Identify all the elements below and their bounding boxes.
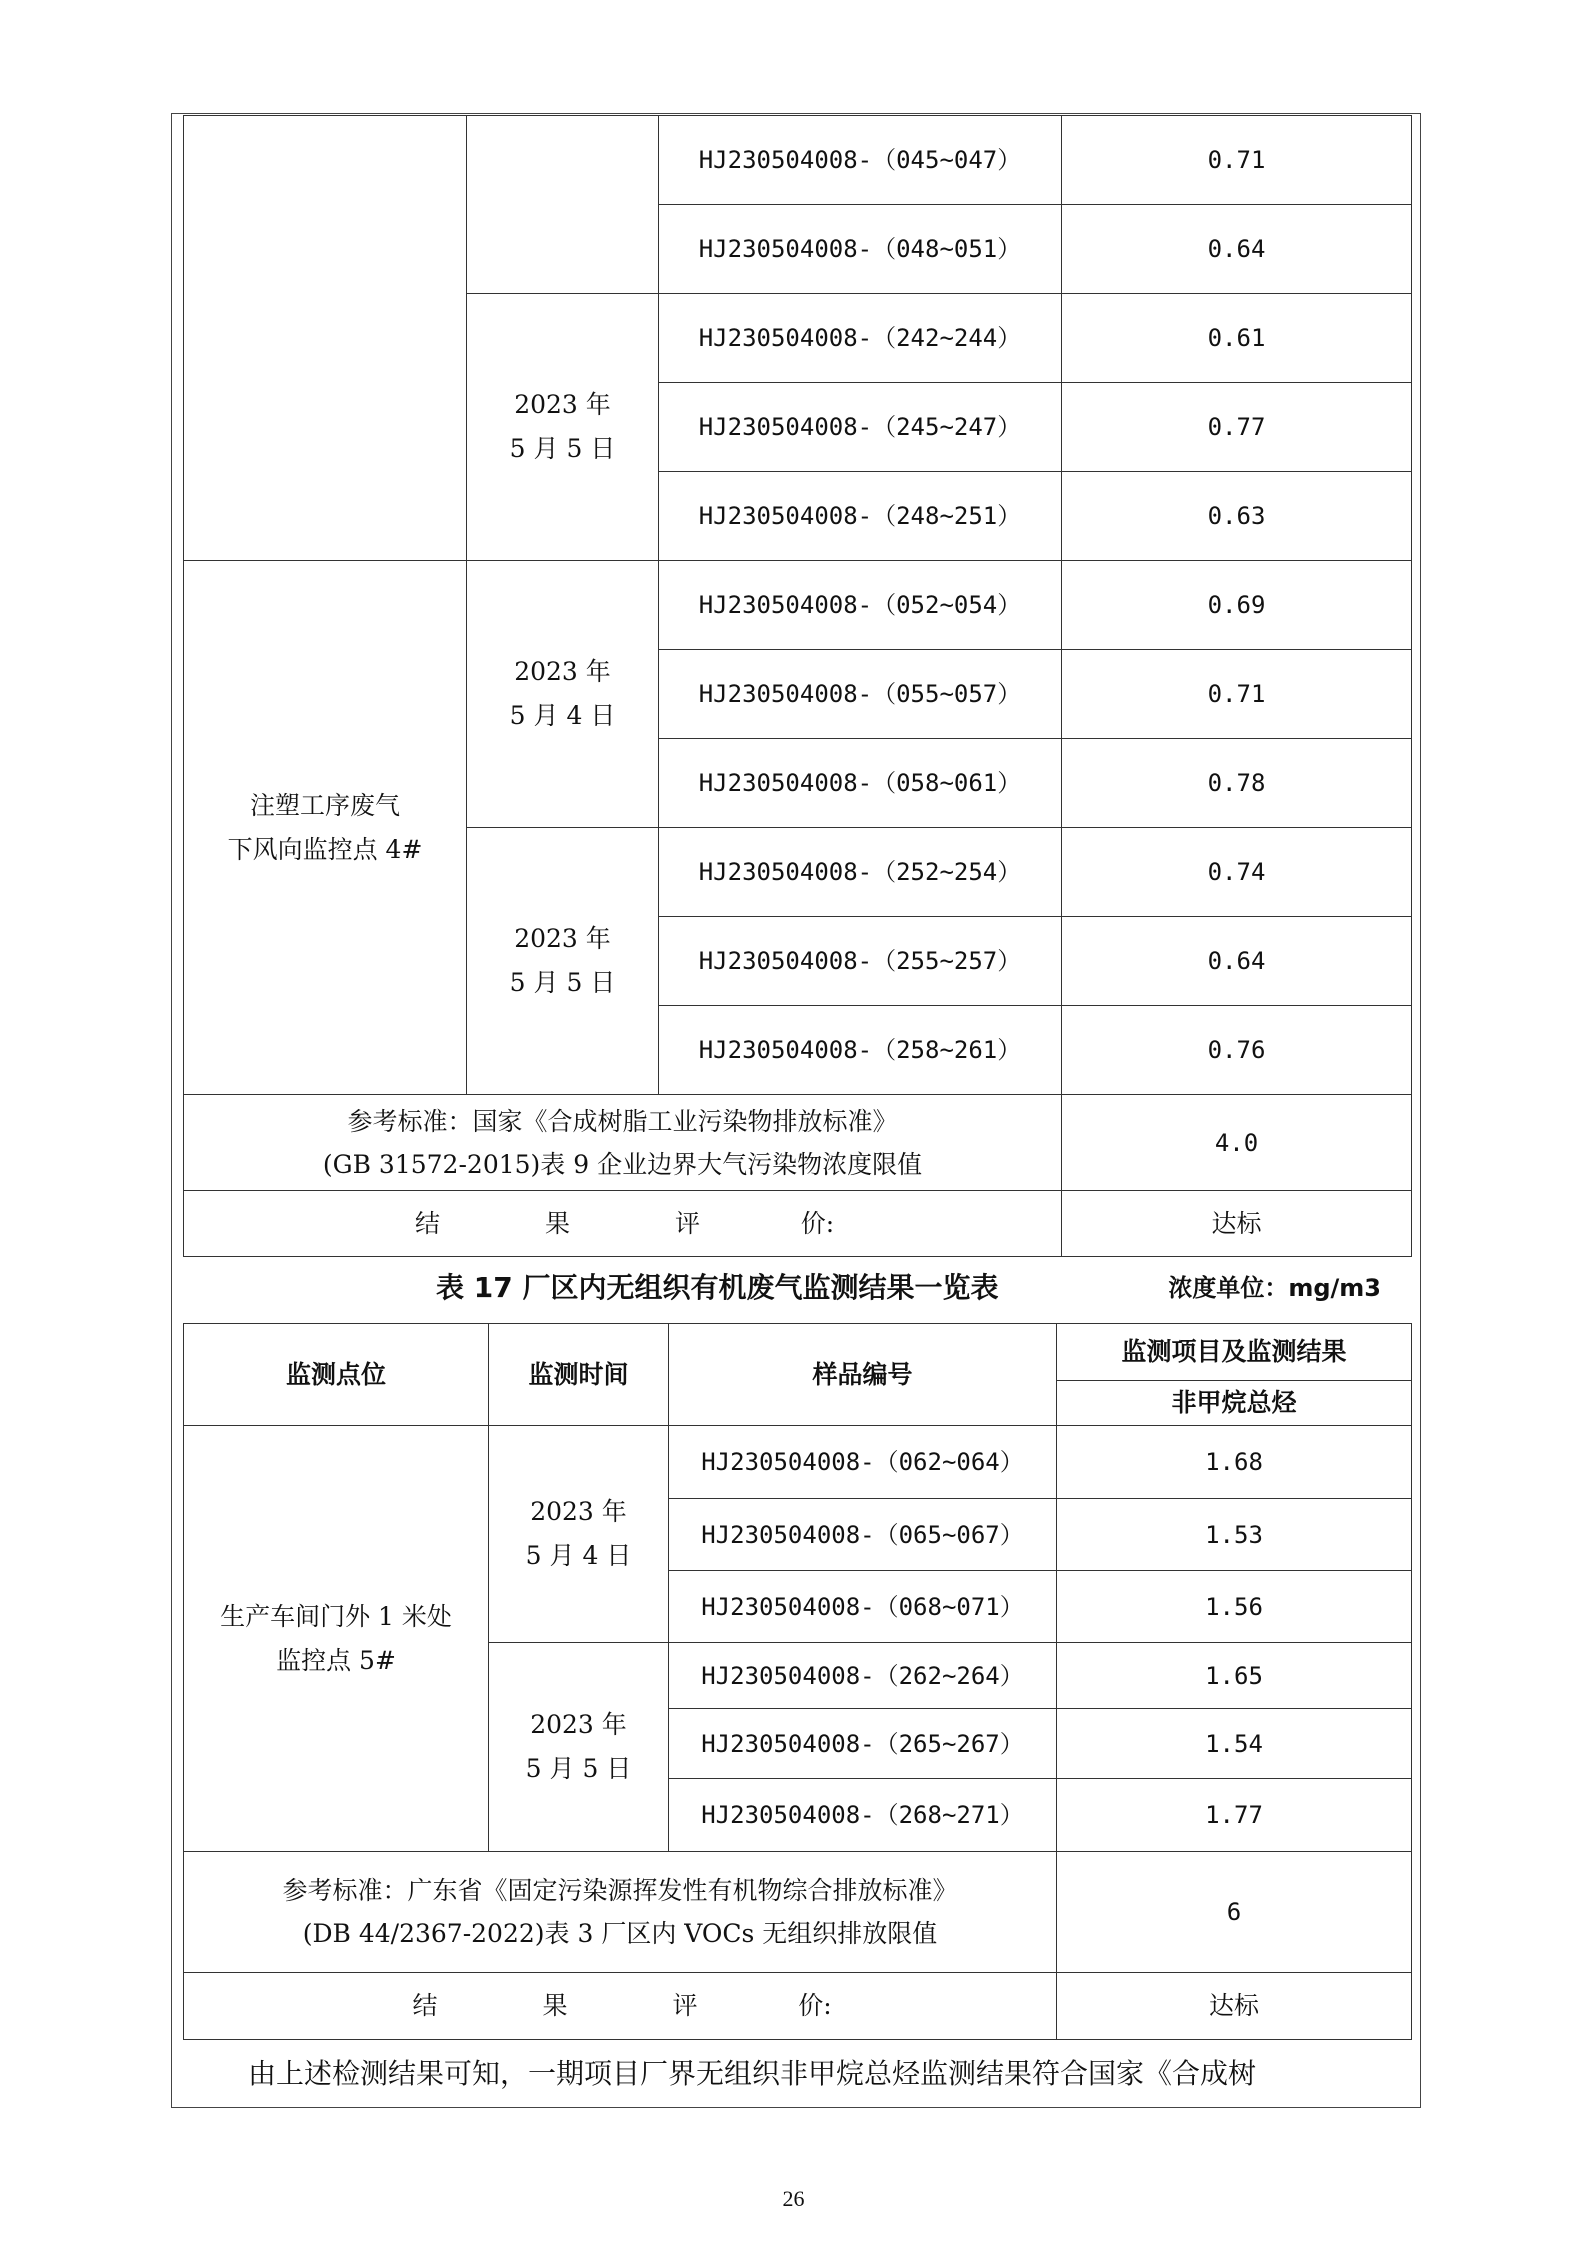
standard-line-1: 参考标准：国家《合成树脂工业污染物排放标准》 [347,1106,898,1136]
result-value: 0.78 [1062,739,1412,828]
result-value: 0.74 [1062,828,1412,917]
date-day: 5 月 4 日 [509,701,616,730]
date-day: 5 月 5 日 [509,968,616,997]
result-value: 1.68 [1057,1426,1412,1499]
result-value: 0.64 [1062,917,1412,1006]
evaluation-char: 评 [672,1991,698,2020]
evaluation-char: 结 [414,1208,440,1238]
point-cell-empty [184,116,467,561]
standard-line-2: (GB 31572-2015)表 9 企业边界大气污染物浓度限值 [322,1149,923,1179]
date-day: 5 月 5 日 [525,1754,632,1783]
date-day: 5 月 4 日 [525,1541,632,1570]
sample-id: HJ230504008-（268~271） [669,1779,1057,1852]
evaluation-char: 果 [544,1208,570,1238]
sample-id: HJ230504008-（255~257） [659,917,1062,1006]
result-value: 1.77 [1057,1779,1412,1852]
sample-id: HJ230504008-（252~254） [659,828,1062,917]
sample-id: HJ230504008-（052~054） [659,561,1062,650]
reference-standard [184,1852,1057,1973]
result-value: 0.71 [1062,116,1412,205]
sample-id: HJ230504008-（055~057） [659,650,1062,739]
sample-id: HJ230504008-（068~071） [669,1571,1057,1643]
result-value: 1.65 [1057,1643,1412,1709]
header-time: 监测时间 [489,1324,669,1426]
sample-id: HJ230504008-（242~244） [659,294,1062,383]
sample-id: HJ230504008-（262~264） [669,1643,1057,1709]
header-point: 监测点位 [184,1324,489,1426]
table-17-caption [183,1262,1411,1314]
result-value: 0.76 [1062,1006,1412,1095]
standard-limit: 4.0 [1062,1095,1412,1191]
point-cell [184,1426,489,1852]
sample-id: HJ230504008-（058~061） [659,739,1062,828]
point-name: 注塑工序废气 [249,790,400,820]
point-id: 监控点 5# [276,1645,396,1675]
standard-limit: 6 [1057,1852,1412,1973]
reference-standard [184,1095,1062,1191]
header-sample: 样品编号 [669,1324,1057,1426]
result-value: 1.53 [1057,1499,1412,1571]
date-year: 2023 年 [514,924,611,953]
point-cell [184,561,467,1095]
concentration-unit: 浓度单位：mg/m3 [1168,1274,1381,1302]
result-value: 0.64 [1062,205,1412,294]
date-year: 2023 年 [514,390,611,419]
result-value: 0.77 [1062,383,1412,472]
standard-line-2: (DB 44/2367-2022)表 3 厂区内 VOCs 无组织排放限值 [302,1919,938,1948]
table-17 [183,1323,1412,2040]
sample-id: HJ230504008-（258~261） [659,1006,1062,1095]
table-16-continued [183,115,1412,1257]
evaluation-char: 价: [800,1208,835,1238]
point-id: 下风向监控点 4# [227,834,423,864]
sample-id: HJ230504008-（048~051） [659,205,1062,294]
header-result-group: 监测项目及监测结果 [1057,1324,1412,1381]
evaluation-label [184,1191,1062,1257]
result-value: 0.71 [1062,650,1412,739]
result-value: 0.69 [1062,561,1412,650]
date-cell-empty [467,116,659,294]
result-value: 1.56 [1057,1571,1412,1643]
standard-line-1: 参考标准：广东省《固定污染源挥发性有机物综合排放标准》 [282,1876,958,1905]
result-value: 0.63 [1062,472,1412,561]
sample-id: HJ230504008-（065~067） [669,1499,1057,1571]
date-cell [467,828,659,1095]
date-year: 2023 年 [530,1710,627,1739]
date-cell [489,1426,669,1643]
sample-id: HJ230504008-（265~267） [669,1709,1057,1779]
sample-id: HJ230504008-（045~047） [659,116,1062,205]
evaluation-char: 结 [412,1991,438,2020]
date-year: 2023 年 [530,1497,627,1526]
sample-id: HJ230504008-（245~247） [659,383,1062,472]
result-value: 0.61 [1062,294,1412,383]
date-cell [467,561,659,828]
page-number: 26 [782,2186,805,2211]
evaluation-char: 价: [798,1991,832,2020]
date-day: 5 月 5 日 [509,434,616,463]
evaluation-label [184,1973,1057,2040]
header-item: 非甲烷总烃 [1057,1381,1412,1426]
table-title: 表 17 厂区内无组织有机废气监测结果一览表 [436,1271,999,1304]
sample-id: HJ230504008-（248~251） [659,472,1062,561]
evaluation-char: 果 [542,1991,568,2020]
date-cell [467,294,659,561]
conclusion-paragraph: 由上述检测结果可知，一期项目厂界无组织非甲烷总烃监测结果符合国家《合成树 [248,2057,1257,2090]
evaluation-result: 达标 [1062,1191,1412,1257]
evaluation-char: 评 [674,1208,700,1238]
result-value: 1.54 [1057,1709,1412,1779]
date-year: 2023 年 [514,657,611,686]
point-name: 生产车间门外 1 米处 [220,1601,452,1631]
evaluation-result: 达标 [1057,1973,1412,2040]
sample-id: HJ230504008-（062~064） [669,1426,1057,1499]
date-cell [489,1643,669,1852]
